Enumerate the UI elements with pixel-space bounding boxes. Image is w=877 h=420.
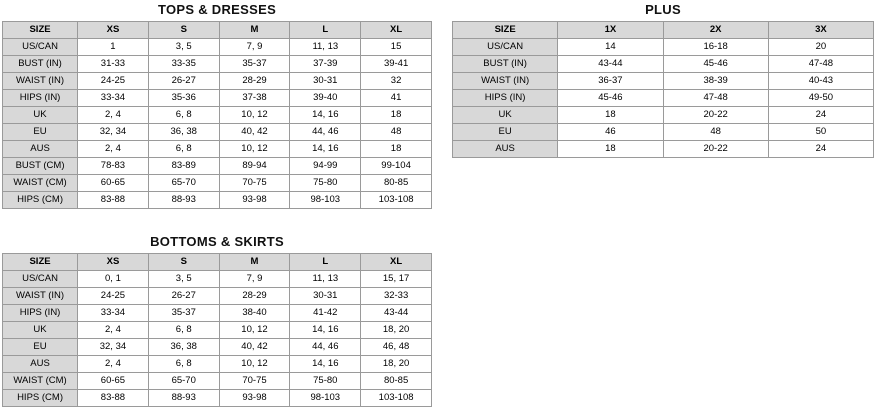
table-cell: 43-44 (558, 56, 663, 73)
table-row (3, 90, 432, 107)
table-cell: 39-41 (361, 56, 432, 73)
table-row (453, 73, 874, 90)
table-header-row (453, 22, 874, 39)
table-cell: 80-85 (361, 373, 432, 390)
table-row (3, 390, 432, 407)
table-row (453, 141, 874, 158)
row-header: BUST (CM) (3, 158, 78, 175)
table-cell: 94-99 (290, 158, 361, 175)
table-cell: 32-33 (361, 288, 432, 305)
table-cell: 60-65 (78, 175, 149, 192)
table-row (453, 107, 874, 124)
table-cell: 30-31 (290, 73, 361, 90)
table-cell: 18 (361, 141, 432, 158)
table-row (3, 192, 432, 209)
table-cell: 14 (558, 39, 663, 56)
table-row (3, 305, 432, 322)
row-header: WAIST (IN) (3, 288, 78, 305)
table-cell: 30-31 (290, 288, 361, 305)
column-header: XS (78, 22, 149, 39)
table-cell: 20-22 (663, 141, 768, 158)
table-cell: 24-25 (78, 73, 149, 90)
table-cell: 60-65 (78, 373, 149, 390)
table-cell: 43-44 (361, 305, 432, 322)
table-cell: 14, 16 (290, 141, 361, 158)
table-row (3, 271, 432, 288)
bottoms-and-skirts-title: BOTTOMS & SKIRTS (150, 234, 284, 249)
table-cell: 37-38 (219, 90, 290, 107)
table-cell: 24 (768, 141, 873, 158)
table-row (3, 288, 432, 305)
table-cell: 0, 1 (78, 271, 149, 288)
row-header: HIPS (CM) (3, 192, 78, 209)
plus-size-chart (452, 2, 874, 158)
table-cell: 10, 12 (219, 322, 290, 339)
table-cell: 18 (558, 141, 663, 158)
table-cell: 26-27 (148, 73, 219, 90)
row-header: AUS (453, 141, 558, 158)
column-header: S (148, 254, 219, 271)
table-cell: 20-22 (663, 107, 768, 124)
column-header: S (148, 22, 219, 39)
table-cell: 14, 16 (290, 322, 361, 339)
table-cell: 11, 13 (290, 271, 361, 288)
table-cell: 88-93 (148, 192, 219, 209)
table-cell: 18 (361, 107, 432, 124)
table-cell: 70-75 (219, 373, 290, 390)
column-header: L (290, 254, 361, 271)
row-header: US/CAN (3, 39, 78, 56)
column-header: SIZE (453, 22, 558, 39)
table-cell: 41 (361, 90, 432, 107)
column-header: SIZE (3, 254, 78, 271)
table-cell: 2, 4 (78, 356, 149, 373)
column-header: XL (361, 22, 432, 39)
table-cell: 44, 46 (290, 339, 361, 356)
row-header: UK (3, 107, 78, 124)
table-cell: 6, 8 (148, 356, 219, 373)
table-cell: 3, 5 (148, 271, 219, 288)
plus-table (452, 21, 874, 158)
table-cell: 26-27 (148, 288, 219, 305)
table-cell: 37-39 (290, 56, 361, 73)
row-header: HIPS (CM) (3, 390, 78, 407)
table-cell: 65-70 (148, 175, 219, 192)
table-cell: 88-93 (148, 390, 219, 407)
table-cell: 24-25 (78, 288, 149, 305)
table-cell: 6, 8 (148, 107, 219, 124)
row-header: UK (3, 322, 78, 339)
table-cell: 33-34 (78, 90, 149, 107)
table-cell: 41-42 (290, 305, 361, 322)
table-cell: 36, 38 (148, 124, 219, 141)
row-header: HIPS (IN) (3, 305, 78, 322)
row-header: BUST (IN) (453, 56, 558, 73)
bottoms-and-skirts-size-chart (2, 234, 432, 407)
table-row (3, 356, 432, 373)
table-row (3, 175, 432, 192)
table-cell: 16-18 (663, 39, 768, 56)
table-cell: 38-40 (219, 305, 290, 322)
table-cell: 7, 9 (219, 39, 290, 56)
column-header: M (219, 254, 290, 271)
table-cell: 50 (768, 124, 873, 141)
table-cell: 93-98 (219, 390, 290, 407)
table-cell: 10, 12 (219, 107, 290, 124)
table-row (453, 39, 874, 56)
table-cell: 10, 12 (219, 356, 290, 373)
table-cell: 28-29 (219, 73, 290, 90)
table-cell: 32, 34 (78, 339, 149, 356)
table-cell: 47-48 (663, 90, 768, 107)
table-row (3, 322, 432, 339)
table-cell: 47-48 (768, 56, 873, 73)
table-row (3, 73, 432, 90)
row-header: UK (453, 107, 558, 124)
table-cell: 35-37 (219, 56, 290, 73)
table-cell: 93-98 (219, 192, 290, 209)
column-header: XS (78, 254, 149, 271)
table-cell: 36, 38 (148, 339, 219, 356)
table-cell: 35-37 (148, 305, 219, 322)
column-header: L (290, 22, 361, 39)
table-cell: 33-35 (148, 56, 219, 73)
table-cell: 98-103 (290, 390, 361, 407)
row-header: WAIST (IN) (3, 73, 78, 90)
column-header: 1X (558, 22, 663, 39)
table-cell: 24 (768, 107, 873, 124)
row-header: HIPS (IN) (3, 90, 78, 107)
column-header: M (219, 22, 290, 39)
table-row (3, 373, 432, 390)
table-cell: 45-46 (663, 56, 768, 73)
table-cell: 33-34 (78, 305, 149, 322)
table-cell: 83-89 (148, 158, 219, 175)
tops-and-dresses-size-chart (2, 2, 432, 209)
row-header: HIPS (IN) (453, 90, 558, 107)
row-header: EU (453, 124, 558, 141)
tops-and-dresses-table (2, 21, 432, 209)
table-cell: 28-29 (219, 288, 290, 305)
row-header: BUST (IN) (3, 56, 78, 73)
table-cell: 6, 8 (148, 141, 219, 158)
table-cell: 10, 12 (219, 141, 290, 158)
table-cell: 65-70 (148, 373, 219, 390)
table-cell: 39-40 (290, 90, 361, 107)
column-header: 2X (663, 22, 768, 39)
row-header: WAIST (CM) (3, 373, 78, 390)
table-cell: 89-94 (219, 158, 290, 175)
table-cell: 40, 42 (219, 124, 290, 141)
table-row (3, 107, 432, 124)
table-row (3, 124, 432, 141)
table-cell: 78-83 (78, 158, 149, 175)
table-cell: 75-80 (290, 175, 361, 192)
table-cell: 2, 4 (78, 322, 149, 339)
table-cell: 103-108 (361, 390, 432, 407)
table-cell: 18, 20 (361, 322, 432, 339)
table-cell: 36-37 (558, 73, 663, 90)
table-cell: 14, 16 (290, 356, 361, 373)
row-header: US/CAN (453, 39, 558, 56)
table-cell: 18 (558, 107, 663, 124)
table-cell: 48 (663, 124, 768, 141)
table-row (453, 56, 874, 73)
table-cell: 14, 16 (290, 107, 361, 124)
row-header: WAIST (CM) (3, 175, 78, 192)
table-cell: 1 (78, 39, 149, 56)
table-cell: 80-85 (361, 175, 432, 192)
table-cell: 40, 42 (219, 339, 290, 356)
table-cell: 15, 17 (361, 271, 432, 288)
table-cell: 32 (361, 73, 432, 90)
table-cell: 49-50 (768, 90, 873, 107)
row-header: EU (3, 339, 78, 356)
table-cell: 98-103 (290, 192, 361, 209)
bottoms-and-skirts-table (2, 253, 432, 407)
table-cell: 11, 13 (290, 39, 361, 56)
row-header: US/CAN (3, 271, 78, 288)
table-cell: 46 (558, 124, 663, 141)
table-row (453, 90, 874, 107)
table-cell: 2, 4 (78, 107, 149, 124)
table-cell: 35-36 (148, 90, 219, 107)
table-cell: 18, 20 (361, 356, 432, 373)
plus-title: PLUS (645, 2, 681, 17)
row-header: WAIST (IN) (453, 73, 558, 90)
table-cell: 6, 8 (148, 322, 219, 339)
table-cell: 40-43 (768, 73, 873, 90)
table-cell: 48 (361, 124, 432, 141)
table-cell: 20 (768, 39, 873, 56)
table-cell: 45-46 (558, 90, 663, 107)
tops-and-dresses-title: TOPS & DRESSES (157, 2, 277, 17)
column-header: SIZE (3, 22, 78, 39)
table-row (453, 124, 874, 141)
table-cell: 32, 34 (78, 124, 149, 141)
table-cell: 44, 46 (290, 124, 361, 141)
table-cell: 38-39 (663, 73, 768, 90)
table-cell: 46, 48 (361, 339, 432, 356)
table-cell: 7, 9 (219, 271, 290, 288)
table-cell: 99-104 (361, 158, 432, 175)
table-row (3, 158, 432, 175)
table-row (3, 339, 432, 356)
table-row (3, 39, 432, 56)
table-row (3, 141, 432, 158)
table-cell: 15 (361, 39, 432, 56)
table-row (3, 56, 432, 73)
table-header-row (3, 22, 432, 39)
table-cell: 75-80 (290, 373, 361, 390)
row-header: AUS (3, 141, 78, 158)
row-header: AUS (3, 356, 78, 373)
table-cell: 83-88 (78, 390, 149, 407)
table-cell: 2, 4 (78, 141, 149, 158)
table-header-row (3, 254, 432, 271)
table-cell: 103-108 (361, 192, 432, 209)
table-cell: 70-75 (219, 175, 290, 192)
column-header: 3X (768, 22, 873, 39)
column-header: XL (361, 254, 432, 271)
table-cell: 31-33 (78, 56, 149, 73)
row-header: EU (3, 124, 78, 141)
table-cell: 83-88 (78, 192, 149, 209)
table-cell: 3, 5 (148, 39, 219, 56)
